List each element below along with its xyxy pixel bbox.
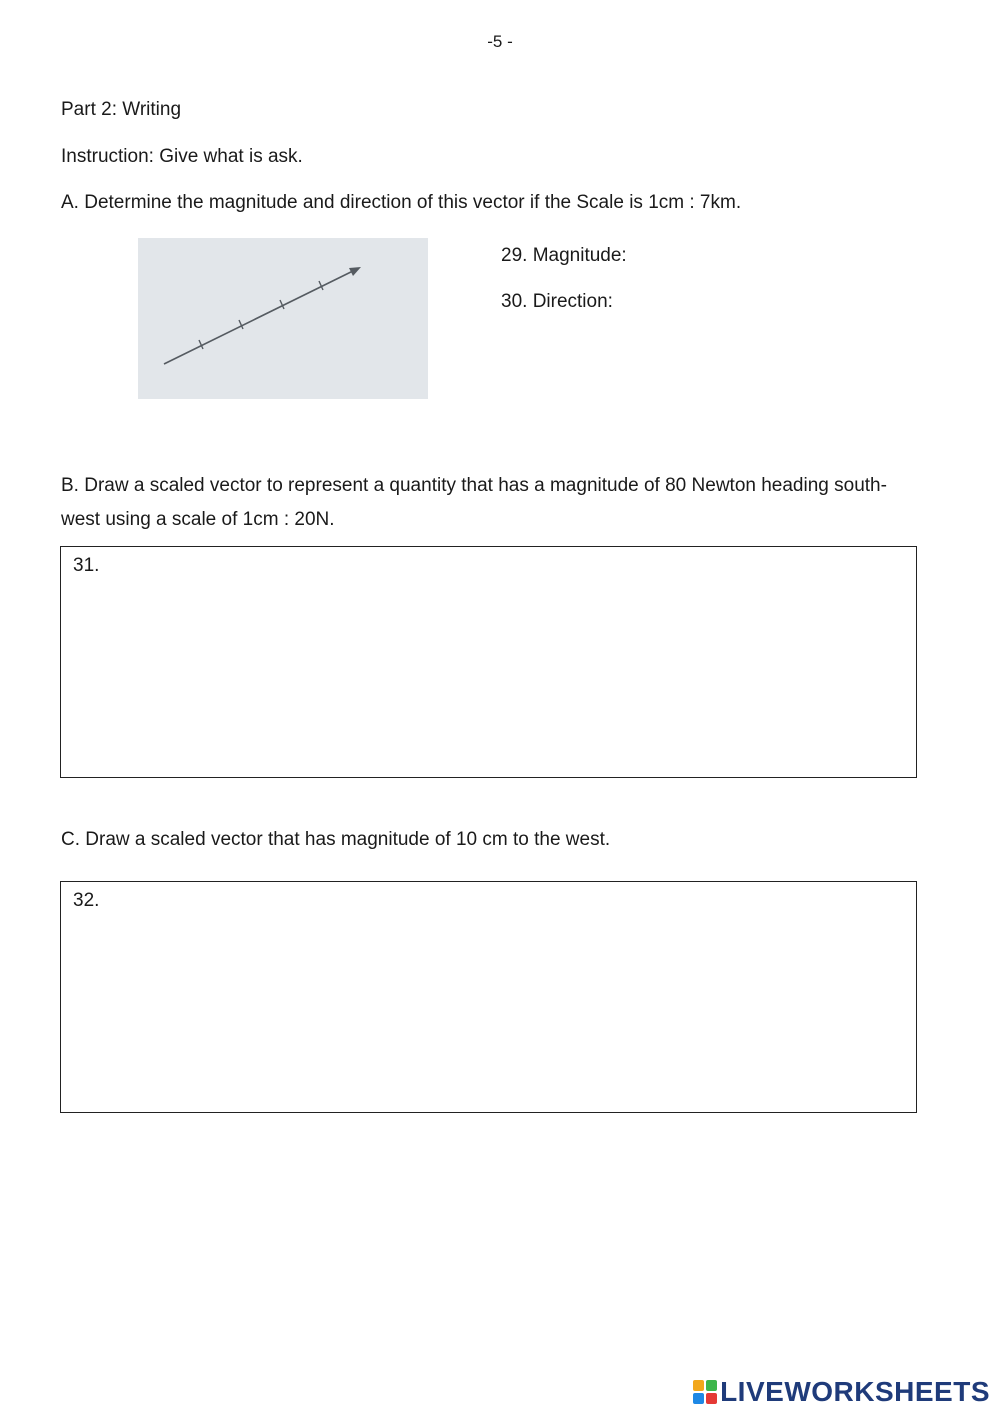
answer-box-32-label: 32. (73, 890, 100, 911)
item-29-magnitude-label: 29. Magnitude: (501, 245, 627, 266)
item-30-direction-label: 30. Direction: (501, 291, 613, 312)
answer-box-31-label: 31. (73, 555, 100, 576)
answer-box-31[interactable] (60, 546, 917, 778)
section-title: Part 2: Writing (61, 99, 182, 120)
vector-arrowhead (349, 267, 361, 276)
vector-figure (138, 238, 428, 399)
answer-box-32[interactable] (60, 881, 917, 1113)
question-b-prompt-line-1: B. Draw a scaled vector to represent a quantity that has a magnitude of 80 Newton heading south- (61, 475, 887, 496)
vector-arrow-diagram (138, 238, 428, 399)
question-b-prompt (61, 469, 951, 537)
question-c-prompt: C. Draw a scaled vector that has magnitude of 10 cm to the west. (61, 829, 611, 850)
liveworksheets-logo-icon (693, 1380, 717, 1404)
brand-name: LIVEWORKSHEETS (720, 1376, 990, 1407)
question-b-prompt-line-2: west using a scale of 1cm : 20N. (61, 509, 335, 530)
vector-shaft (164, 269, 357, 364)
instruction-text: Instruction: Give what is ask. (61, 146, 303, 167)
liveworksheets-brand (693, 1377, 990, 1407)
question-a-prompt: A. Determine the magnitude and direction of this vector if the Scale is 1cm : 7km. (61, 192, 742, 213)
page-number: -5 - (487, 32, 513, 51)
